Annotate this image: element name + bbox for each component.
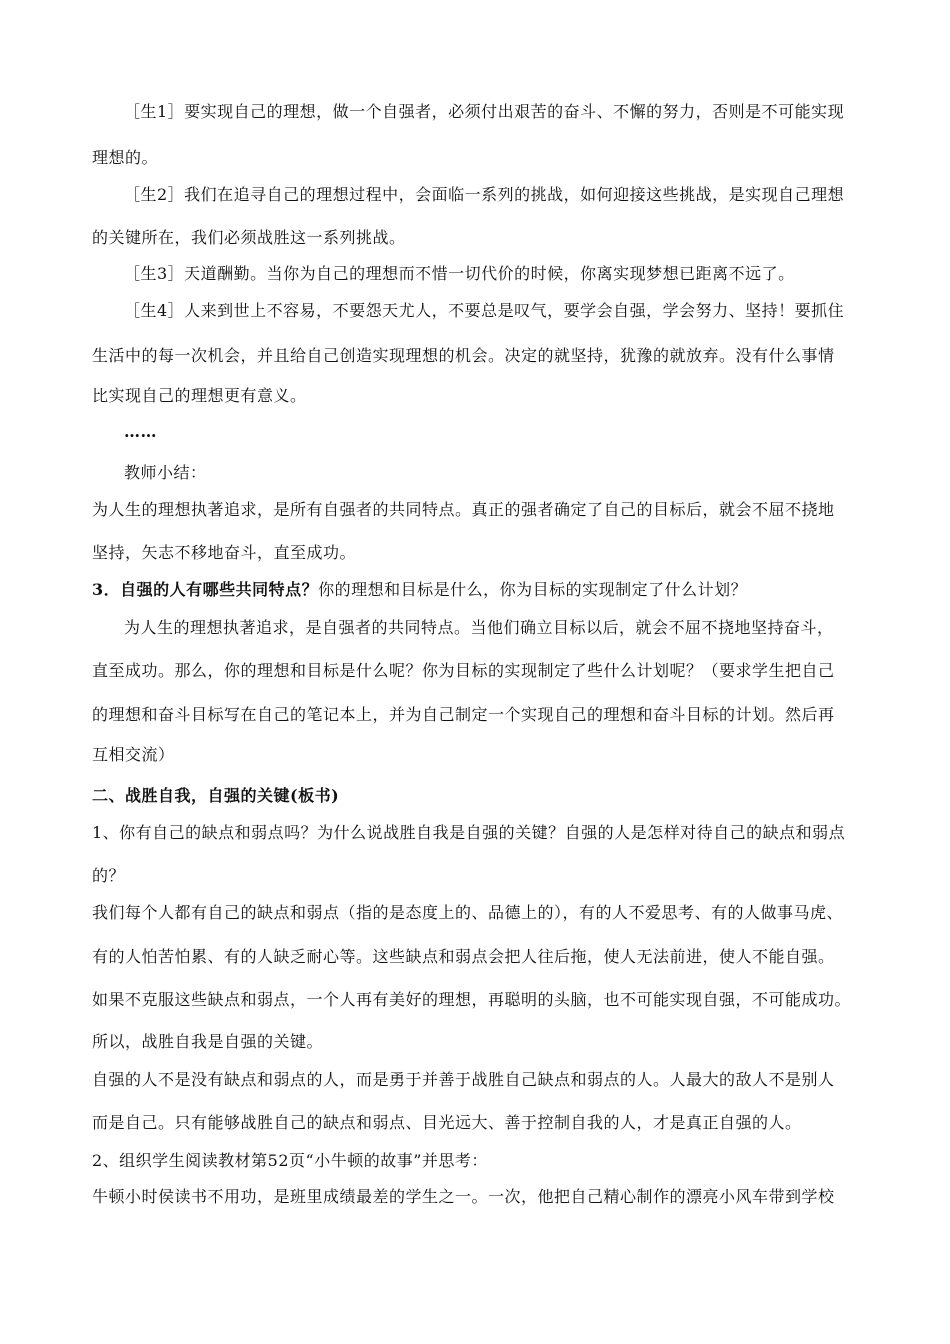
- activity-2-line: 2、组织学生阅读教材第52页“小牛顿的故事”并思考：: [92, 1151, 488, 1170]
- question-3: [92, 580, 747, 600]
- student-3-answer: ［生3］天道酬勤。当你为自己的理想而不惜一切代价的时候，你离实现梦想已距离不远了。: [124, 264, 795, 283]
- student-4-answer-line-1: ［生4］人来到世上不容易，不要怨天尤人，不要总是叹气，要学会自强，学会努力、坚持！要抓住: [124, 301, 845, 320]
- answer-3-line-1: 为人生的理想执著追求，是自强者的共同特点。当他们确立目标以后，就会不屈不挠地坚持奋斗，: [124, 618, 834, 637]
- question-1-line-1: 1、你有自己的缺点和弱点吗？为什么说战胜自我是自强的关键？自强的人是怎样对待自己的缺点和弱点: [92, 823, 846, 842]
- question-3-rest: 你的理想和目标是什么，你为目标的实现制定了什么计划？: [318, 580, 748, 599]
- answer-3-line-4: 互相交流）: [92, 745, 175, 764]
- paragraph-1-line-2: 有的人怕苦怕累、有的人缺乏耐心等。这些缺点和弱点会把人往后拖，使人无法前进，使人不能自强。: [92, 947, 835, 966]
- paragraph-1-line-1: 我们每个人都有自己的缺点和弱点（指的是态度上的、品德上的），有的人不爱思考、有的人做事马虎、: [92, 903, 844, 922]
- student-2-answer-line-1: ［生2］我们在追寻自己的理想过程中，会面临一系列的挑战，如何迎接这些挑战，是实现自己理想: [124, 185, 845, 204]
- student-1-answer-line-2: 理想的。: [92, 148, 159, 167]
- newton-story-line-1: 牛顿小时侯读书不用功，是班里成绩最差的学生之一。一次，他把自己精心制作的漂亮小风车带到学校: [92, 1187, 835, 1206]
- ellipsis: ……: [124, 422, 157, 441]
- student-1-answer-line-1: ［生1］要实现自己的理想，做一个自强者，必须付出艰苦的奋斗、不懈的努力，否则是不可能实现: [124, 102, 845, 121]
- answer-3-line-3: 的理想和奋斗目标写在自己的笔记本上，并为自己制定一个实现自己的理想和奋斗目标的计划。然后再: [92, 705, 835, 724]
- question-3-bold: 3．自强的人有哪些共同特点？: [92, 580, 319, 599]
- paragraph-2-line-1: 自强的人不是没有缺点和弱点的人，而是勇于并善于战胜自己缺点和弱点的人。人最大的敌人不是别人: [92, 1070, 835, 1089]
- student-2-answer-line-2: 的关键所在，我们必须战胜这一系列挑战。: [92, 228, 406, 247]
- paragraph-1-line-4: 所以，战胜自我是自强的关键。: [92, 1032, 324, 1051]
- teacher-summary-line-2: 坚持，矢志不移地奋斗，直至成功。: [92, 543, 357, 562]
- student-4-answer-line-2: 生活中的每一次机会，并且给自己创造实现理想的机会。决定的就坚持，犹豫的就放弃。没有什么事情: [92, 346, 835, 365]
- paragraph-1-line-3: 如果不克服这些缺点和弱点，一个人再有美好的理想，再聪明的头脑，也不可能实现自强，不可能成功。: [92, 990, 852, 1009]
- teacher-summary-heading: 教师小结：: [124, 463, 207, 482]
- question-1-line-2: 的？: [92, 866, 126, 885]
- student-4-answer-line-3: 比实现自己的理想更有意义。: [92, 386, 307, 405]
- answer-3-line-2: 直至成功。那么，你的理想和目标是什么呢？你为目标的实现制定了些什么计划呢？（要求学生把自己: [92, 661, 835, 680]
- teacher-summary-line-1: 为人生的理想执著追求，是所有自强者的共同特点。真正的强者确定了自己的目标后，就会不屈不挠地: [92, 500, 835, 519]
- section-2-heading: 二、战胜自我，自强的关键(板书): [92, 786, 340, 805]
- paragraph-2-line-2: 而是自己。只有能够战胜自己的缺点和弱点、目光远大、善于控制自我的人，才是真正自强的人。: [92, 1113, 802, 1132]
